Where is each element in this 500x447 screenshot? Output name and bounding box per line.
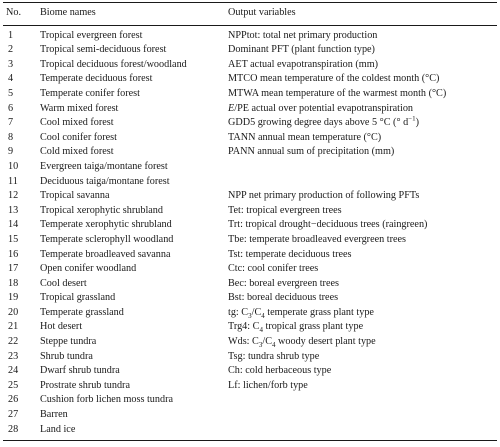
biome-name: Deciduous taiga/montane forest	[40, 175, 170, 187]
output-part: tropical grass plant type	[262, 321, 364, 333]
table-row	[3, 145, 497, 160]
output-part: Wds: C	[228, 336, 259, 348]
biome-name: Barren	[40, 409, 68, 421]
output-variable: Bst: boreal deciduous trees	[228, 292, 339, 304]
output-variable: Lf: lichen/forb type	[228, 379, 308, 391]
output-variable	[225, 116, 497, 131]
table-row	[3, 189, 497, 204]
output-variable: NPP net primary production of following PFTs	[228, 190, 420, 202]
output-variable: Tst: temperate deciduous trees	[228, 248, 352, 260]
row-number: 27	[8, 409, 19, 421]
table-row	[3, 335, 497, 350]
table-row	[3, 116, 497, 131]
output-subscript: 3	[258, 341, 263, 350]
output-variable	[225, 393, 497, 408]
table-row	[3, 72, 497, 87]
row-number: 14	[8, 219, 19, 231]
row-number: 11	[8, 175, 18, 187]
row-number: 23	[8, 350, 19, 362]
header-output-variables: Output variables	[228, 7, 296, 18]
row-number: 20	[8, 306, 19, 318]
output-variable: Tbe: temperate broadleaved evergreen trees	[228, 233, 406, 245]
row-number: 6	[8, 102, 14, 114]
row-number: 12	[8, 190, 19, 202]
table-row	[3, 248, 497, 263]
biome-name: Cool desert	[40, 277, 87, 289]
output-subscript: 3	[248, 311, 252, 320]
row-number: 7	[8, 117, 14, 129]
table-row	[3, 25, 497, 43]
output-subscript: 4	[261, 311, 265, 320]
table-row	[3, 364, 497, 379]
biome-name: Temperate xerophytic shrubland	[40, 219, 172, 231]
table-row	[3, 320, 497, 335]
biome-name: Cushion forb lichen moss tundra	[40, 394, 173, 406]
table-row	[3, 408, 497, 423]
table-row	[3, 160, 497, 175]
biome-name: Tropical xerophytic shrubland	[40, 204, 163, 216]
output-part: temperate grass plant type	[264, 306, 374, 318]
row-number: 21	[8, 321, 19, 333]
biome-name: Temperate sclerophyll woodland	[40, 233, 174, 245]
biome-name: Temperate grassland	[40, 306, 124, 318]
output-part: /C	[262, 336, 272, 348]
table-row	[3, 291, 497, 306]
output-variable	[225, 306, 497, 321]
row-number: 19	[8, 292, 19, 304]
output-subscript: 4	[259, 326, 263, 335]
table-row	[3, 262, 497, 277]
output-variable: Bec: boreal evergreen trees	[228, 277, 339, 289]
biome-name: Temperate conifer forest	[40, 87, 140, 99]
biome-name: Temperate broadleaved savanna	[40, 248, 171, 260]
output-variable	[225, 160, 497, 175]
biome-name: Cold mixed forest	[40, 146, 114, 158]
table-row	[3, 204, 497, 219]
row-number: 25	[8, 379, 19, 391]
row-number: 28	[8, 423, 19, 435]
biome-name: Tropical evergreen forest	[40, 29, 143, 41]
row-number: 9	[8, 146, 14, 158]
biome-name: Tropical deciduous forest/woodland	[40, 58, 187, 70]
table-row	[3, 423, 497, 441]
output-part: )	[415, 117, 420, 129]
output-part: E	[228, 102, 235, 114]
header-biome-names: Biome names	[40, 7, 96, 18]
output-variable	[225, 102, 497, 117]
output-variable: Trt: tropical drought−deciduous trees (raingreen)	[228, 219, 428, 231]
table-header-row	[3, 3, 497, 26]
row-number: 15	[8, 233, 19, 245]
output-variable: Dominant PFT (plant function type)	[228, 44, 375, 56]
biome-name: Land ice	[40, 423, 76, 435]
output-variable: Tet: tropical evergreen trees	[228, 204, 342, 216]
output-part: GDD5 growing degree days above 5 °C (° d	[228, 117, 409, 129]
output-part: Trg4: C	[228, 321, 260, 333]
output-part: woody desert plant type	[275, 336, 376, 348]
table-row	[3, 306, 497, 321]
output-variable	[225, 335, 497, 350]
biome-name: Tropical savanna	[40, 190, 110, 202]
row-number: 3	[8, 58, 14, 70]
biome-name: Steppe tundra	[40, 336, 97, 348]
table-row	[3, 58, 497, 73]
row-number: 1	[8, 29, 14, 41]
biome-name: Temperate deciduous forest	[40, 73, 153, 85]
output-part: /C	[251, 306, 262, 318]
output-variable: PANN annual sum of precipitation (mm)	[228, 146, 395, 158]
output-variable: AET actual evapotranspiration (mm)	[228, 58, 379, 70]
output-variable: Tsg: tundra shrub type	[228, 350, 320, 362]
row-number: 26	[8, 394, 19, 406]
output-variable: MTWA mean temperature of the warmest month (°C)	[228, 87, 447, 99]
row-number: 22	[8, 336, 19, 348]
output-variable: Ctc: cool conifer trees	[228, 263, 319, 275]
row-number: 13	[8, 204, 19, 216]
biome-name: Shrub tundra	[40, 350, 93, 362]
biome-name: Warm mixed forest	[40, 102, 119, 114]
output-variable	[225, 423, 497, 441]
biome-name: Cool mixed forest	[40, 117, 114, 129]
output-part: /PE actual over potential evapotranspiration	[234, 102, 414, 114]
output-subscript: 4	[272, 341, 276, 350]
output-variable: TANN annual mean temperature (°C)	[228, 131, 382, 143]
biome-name: Hot desert	[40, 321, 83, 333]
biome-name: Cool conifer forest	[40, 131, 117, 143]
table-row	[3, 131, 497, 146]
output-variable	[225, 408, 497, 423]
output-variable: NPPtot: total net primary production	[228, 29, 378, 41]
biome-name: Evergreen taiga/montane forest	[40, 160, 168, 172]
output-variable: Ch: cold herbaceous type	[228, 365, 332, 377]
row-number: 10	[8, 160, 19, 172]
table-row	[3, 379, 497, 394]
table-row	[3, 218, 497, 233]
output-part: tg: C	[228, 306, 249, 318]
row-number: 18	[8, 277, 19, 289]
table-row	[3, 87, 497, 102]
output-variable	[225, 175, 497, 190]
header-no: No.	[6, 7, 21, 18]
row-number: 16	[8, 248, 19, 260]
biome-name: Tropical grassland	[40, 292, 116, 304]
row-number: 4	[8, 73, 14, 85]
biome-output-table	[3, 2, 497, 441]
row-number: 2	[8, 44, 14, 56]
output-superscript: −1	[408, 116, 416, 123]
table-row	[3, 102, 497, 117]
table-row	[3, 175, 497, 190]
row-number: 17	[8, 263, 19, 275]
biome-name: Open conifer woodland	[40, 263, 137, 275]
row-number: 8	[8, 131, 14, 143]
output-variable: MTCO mean temperature of the coldest month (°C)	[228, 73, 440, 85]
row-number: 5	[8, 87, 14, 99]
output-variable	[225, 320, 497, 335]
table-row	[3, 350, 497, 365]
biome-name: Tropical semi-deciduous forest	[40, 44, 167, 56]
table-row	[3, 233, 497, 248]
biome-name: Prostrate shrub tundra	[40, 379, 130, 391]
row-number: 24	[8, 365, 19, 377]
biome-name: Dwarf shrub tundra	[40, 365, 120, 377]
table-row	[3, 277, 497, 292]
table-row	[3, 43, 497, 58]
table-row	[3, 393, 497, 408]
